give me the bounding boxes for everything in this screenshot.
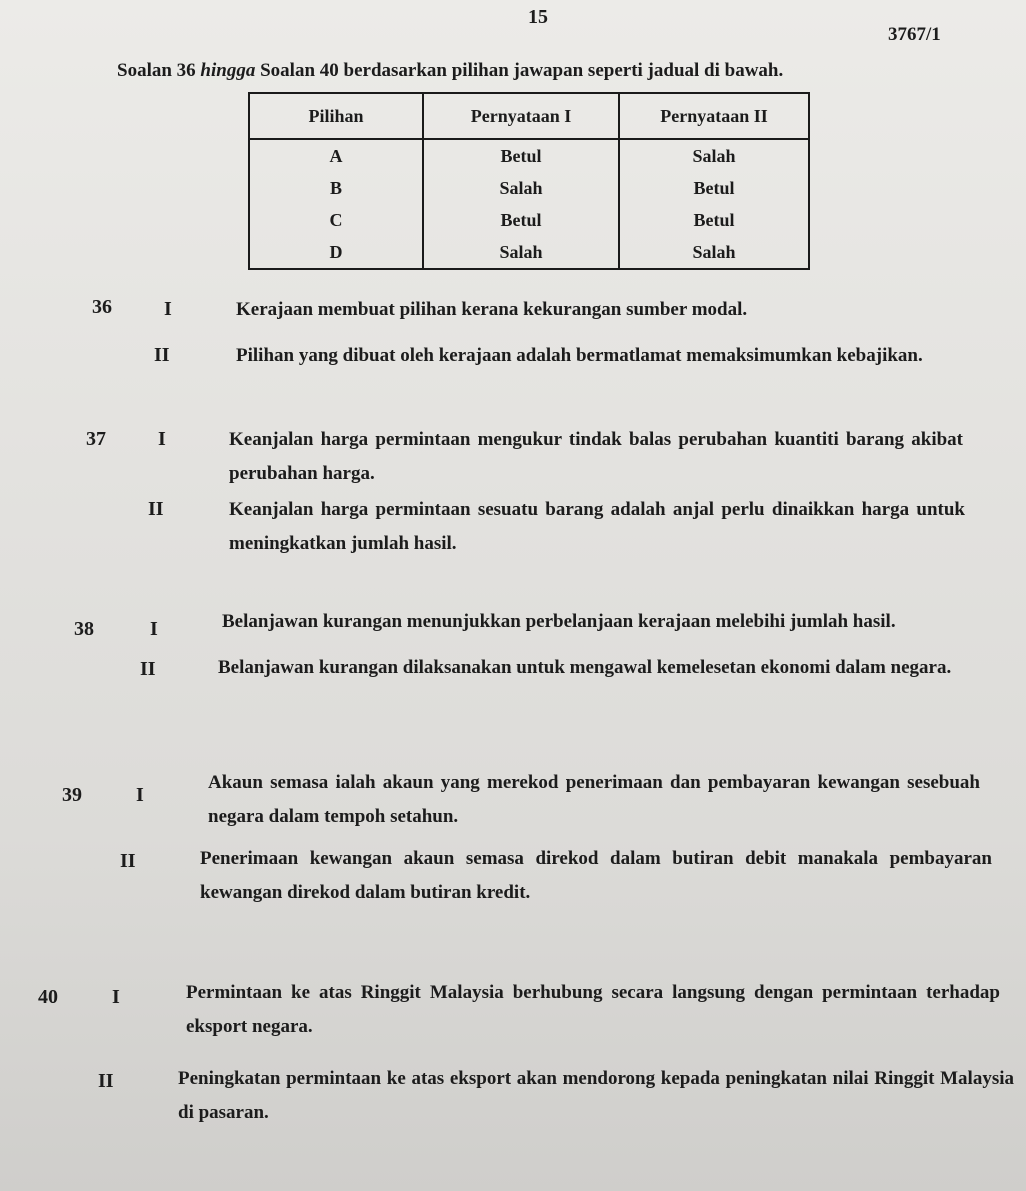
- instruction-part-2: hingga: [200, 60, 256, 81]
- statement-text: Keanjalan harga permintaan mengukur tindak balas perubahan kuantiti barang akibat perubahan harga.: [229, 429, 963, 484]
- table-cell: Salah: [619, 236, 809, 269]
- paper-code: 3767/1: [888, 24, 941, 45]
- instruction-text: [117, 60, 783, 82]
- statement-roman: II: [120, 850, 136, 872]
- statement-text: Kerajaan membuat pilihan kerana kekurangan sumber modal.: [236, 299, 748, 320]
- statement-roman: II: [154, 344, 170, 366]
- statement-roman: I: [136, 784, 144, 806]
- question-number-40: 40: [38, 986, 58, 1008]
- statement-text: Belanjawan kurangan menunjukkan perbelanjaan kerajaan melebihi jumlah hasil.: [222, 611, 896, 632]
- statement-roman: I: [150, 618, 158, 640]
- header-pernyataan-ii: Pernyataan II: [619, 93, 809, 139]
- table-cell: A: [249, 139, 423, 172]
- statement-text: Pilihan yang dibuat oleh kerajaan adalah bermatlamat memaksimumkan kebajikan.: [236, 345, 923, 366]
- table-cell: Betul: [423, 204, 619, 236]
- statement-text: Belanjawan kurangan dilaksanakan untuk mengawal kemelesetan ekonomi dalam negara.: [218, 657, 952, 678]
- statement-roman: I: [164, 298, 172, 320]
- statement-text: Akaun semasa ialah akaun yang merekod penerimaan dan pembayaran kewangan sesebuah negara dalam tempoh setahun.: [208, 772, 980, 827]
- statement-text: Permintaan ke atas Ringgit Malaysia berhubung secara langsung dengan permintaan terhadap eksport negara.: [186, 982, 1000, 1037]
- statement-roman: II: [148, 498, 164, 520]
- table-cell: Betul: [619, 172, 809, 204]
- statement-roman: I: [112, 986, 120, 1008]
- question-number-38: 38: [74, 618, 94, 640]
- table-cell: C: [249, 204, 423, 236]
- table-cell: B: [249, 172, 423, 204]
- table-cell: Salah: [423, 236, 619, 269]
- statement-roman: I: [158, 428, 166, 450]
- table-cell: D: [249, 236, 423, 269]
- statement-roman: II: [98, 1070, 114, 1092]
- table-cell: Salah: [423, 172, 619, 204]
- table-cell: Salah: [619, 139, 809, 172]
- table-row: [249, 204, 809, 236]
- answer-choice-table: [248, 92, 810, 270]
- table-row: [249, 236, 809, 269]
- table-row: [249, 172, 809, 204]
- table-cell: Betul: [619, 204, 809, 236]
- table-header-row: [249, 93, 809, 139]
- table-row: [249, 139, 809, 172]
- question-number-39: 39: [62, 784, 82, 806]
- question-number-36: 36: [92, 296, 112, 318]
- instruction-part-3: Soalan 40 berdasarkan pilihan jawapan seperti jadual di bawah.: [255, 60, 784, 81]
- statement-text: Keanjalan harga permintaan sesuatu barang adalah anjal perlu dinaikkan harga untuk meningkatkan jumlah hasil.: [229, 499, 965, 554]
- page-number: 15: [528, 6, 548, 28]
- header-pilihan: Pilihan: [249, 93, 423, 139]
- statement-text: Peningkatan permintaan ke atas eksport akan mendorong kepada peningkatan nilai Ringgit Malaysia di pasaran.: [178, 1068, 1014, 1123]
- statement-roman: II: [140, 658, 156, 680]
- table-cell: Betul: [423, 139, 619, 172]
- instruction-part-1: Soalan 36: [117, 60, 201, 81]
- header-pernyataan-i: Pernyataan I: [423, 93, 619, 139]
- statement-text: Penerimaan kewangan akaun semasa direkod dalam butiran debit manakala pembayaran kewangan direkod dalam butiran kredit.: [200, 848, 992, 903]
- question-number-37: 37: [86, 428, 106, 450]
